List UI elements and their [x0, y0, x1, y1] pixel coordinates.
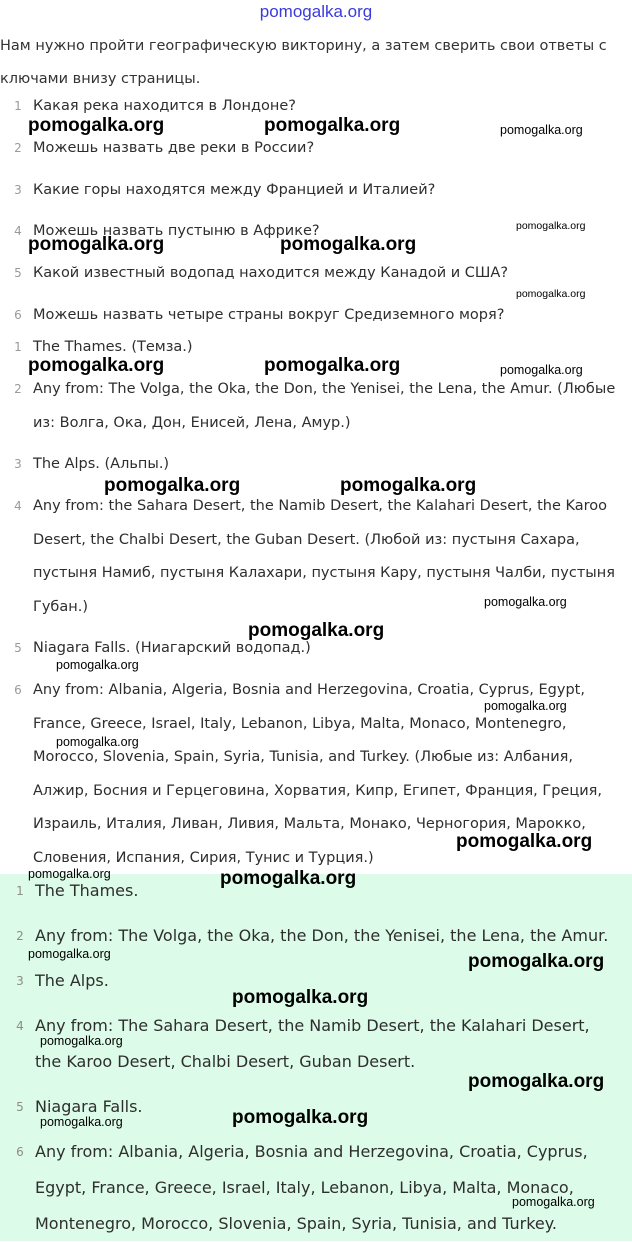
- watermark-text: pomogalka.org: [28, 115, 165, 136]
- watermark-text: pomogalka.org: [28, 355, 165, 376]
- watermark-text: pomogalka.org: [512, 1195, 595, 1209]
- answer-text: Any from: the Sahara Desert, the Namib Desert, the Kalahari Desert, the Karoo Desert, the Chalbi Desert, the Guban Desert. (Любой из: пустыня Сахара, пустыня Намиб, пустыня Калахари, пустыня Кару, пустыня Чалби, пустыня Губан.): [33, 498, 615, 615]
- watermark-text: pomogalka.org: [456, 831, 593, 852]
- watermark-text: pomogalka.org: [264, 115, 401, 136]
- answer-text: The Thames.: [35, 881, 139, 900]
- list-number: 5: [16, 1100, 24, 1114]
- watermark-text: pomogalka.org: [40, 1034, 123, 1048]
- question-text: Какие горы находятся между Францией и Италией?: [33, 182, 436, 198]
- watermark-text: pomogalka.org: [516, 220, 586, 232]
- watermark-text: pomogalka.org: [232, 987, 369, 1008]
- watermark-text: pomogalka.org: [28, 947, 111, 961]
- watermark-text: pomogalka.org: [500, 123, 583, 137]
- watermark-text: pomogalka.org: [500, 363, 583, 377]
- question-text: Какая река находится в Лондоне?: [33, 98, 296, 114]
- watermark-text: pomogalka.org: [484, 699, 567, 713]
- question-text: Можешь назвать две реки в России?: [33, 140, 315, 156]
- list-number: 2: [14, 382, 22, 396]
- answer-text: The Alps.: [35, 971, 109, 990]
- answer-text: The Alps. (Альпы.): [33, 456, 170, 472]
- answer-text: Any from: The Sahara Desert, the Namib Desert, the Kalahari Desert, the Karoo Desert, Chalbi Desert, Guban Desert.: [35, 1016, 590, 1071]
- list-number: 3: [14, 183, 22, 197]
- watermark-text: pomogalka.org: [220, 868, 357, 889]
- list-number: 3: [16, 974, 24, 988]
- watermark-text: pomogalka.org: [56, 735, 139, 749]
- list-number: 5: [14, 266, 22, 280]
- watermark-text: pomogalka.org: [516, 288, 586, 300]
- list-number: 3: [14, 457, 22, 471]
- watermark-text: pomogalka.org: [28, 234, 165, 255]
- answer-ru-3: [0, 448, 620, 482]
- list-number: 1: [14, 99, 22, 113]
- list-number: 1: [16, 884, 24, 898]
- question-2: [0, 132, 620, 166]
- watermark-text: pomogalka.org: [104, 475, 241, 496]
- list-number: 6: [14, 308, 22, 322]
- list-number: 1: [14, 340, 22, 354]
- watermark-text: pomogalka.org: [468, 1071, 605, 1092]
- question-5: [0, 257, 620, 291]
- answer-ru-2: [0, 373, 620, 440]
- answer-text: Any from: Albania, Algeria, Bosnia and Herzegovina, Croatia, Cyprus, Egypt, France, Greece, Israel, Italy, Lebanon, Libya, Malta, Monaco, Montenegro, Morocco, Slovenia, Spain, Syria, Tunisia, and Turkey.: [35, 1142, 588, 1233]
- answer-text: Niagara Falls.: [35, 1097, 143, 1116]
- watermark-text: pomogalka.org: [468, 951, 605, 972]
- watermark-text: pomogalka.org: [56, 658, 139, 672]
- list-number: 6: [16, 1145, 24, 1159]
- answer-text: Any from: The Volga, the Oka, the Don, the Yenisei, the Lena, the Amur.: [35, 926, 609, 945]
- answer-en-6: [0, 1134, 620, 1242]
- answer-text: The Thames. (Темза.): [33, 339, 193, 355]
- answer-text: Any from: Albania, Algeria, Bosnia and Herzegovina, Croatia, Cyprus, Egypt, France, Greece, Israel, Italy, Lebanon, Libya, Malta, Monaco, Montenegro, Morocco, Slovenia, Spain, Syria, Tunisia, and Turkey. (Любые из: Албания, Алжир, Босния и Герцеговина, Хорватия, Кипр, Египет, Франция, Греция, Израиль, Италия, Ливан, Ливия, Мальта, Монако, Черногория, Марокко, Словения, Испания, Сирия, Тунис и Турция.): [33, 682, 602, 866]
- answer-text: Any from: The Volga, the Oka, the Don, the Yenisei, the Lena, the Amur. (Любые из: Волга, Ока, Дон, Енисей, Лена, Амур.): [33, 381, 616, 431]
- intro-text: Нам нужно пройти географическую викторину, а затем сверить свои ответы с ключами внизу страницы.: [0, 38, 607, 87]
- question-text: Можешь назвать пустыню в Африке?: [33, 223, 320, 239]
- watermark-text: pomogalka.org: [40, 1115, 123, 1129]
- list-number: 5: [14, 641, 22, 655]
- watermark-text: pomogalka.org: [340, 475, 477, 496]
- watermark-text: pomogalka.org: [280, 234, 417, 255]
- list-number: 2: [14, 141, 22, 155]
- site-header-watermark[interactable]: pomogalka.org: [259, 2, 373, 21]
- watermark-text: pomogalka.org: [484, 595, 567, 609]
- list-number: 4: [16, 1019, 24, 1033]
- question-3: [0, 174, 620, 208]
- list-number: 4: [14, 499, 22, 513]
- watermark-text: pomogalka.org: [248, 620, 385, 641]
- question-text: Можешь назвать четыре страны вокруг Средиземного моря?: [33, 307, 505, 323]
- watermark-text: pomogalka.org: [264, 355, 401, 376]
- question-6: [0, 299, 620, 333]
- question-text: Какой известный водопад находится между Канадой и США?: [33, 265, 509, 281]
- answer-text: Niagara Falls. (Ниагарский водопад.): [33, 640, 311, 656]
- list-number: 2: [16, 929, 24, 943]
- list-number: 6: [14, 683, 22, 697]
- list-number: 4: [14, 224, 22, 238]
- watermark-text: pomogalka.org: [232, 1107, 369, 1128]
- watermark-text: pomogalka.org: [28, 867, 111, 881]
